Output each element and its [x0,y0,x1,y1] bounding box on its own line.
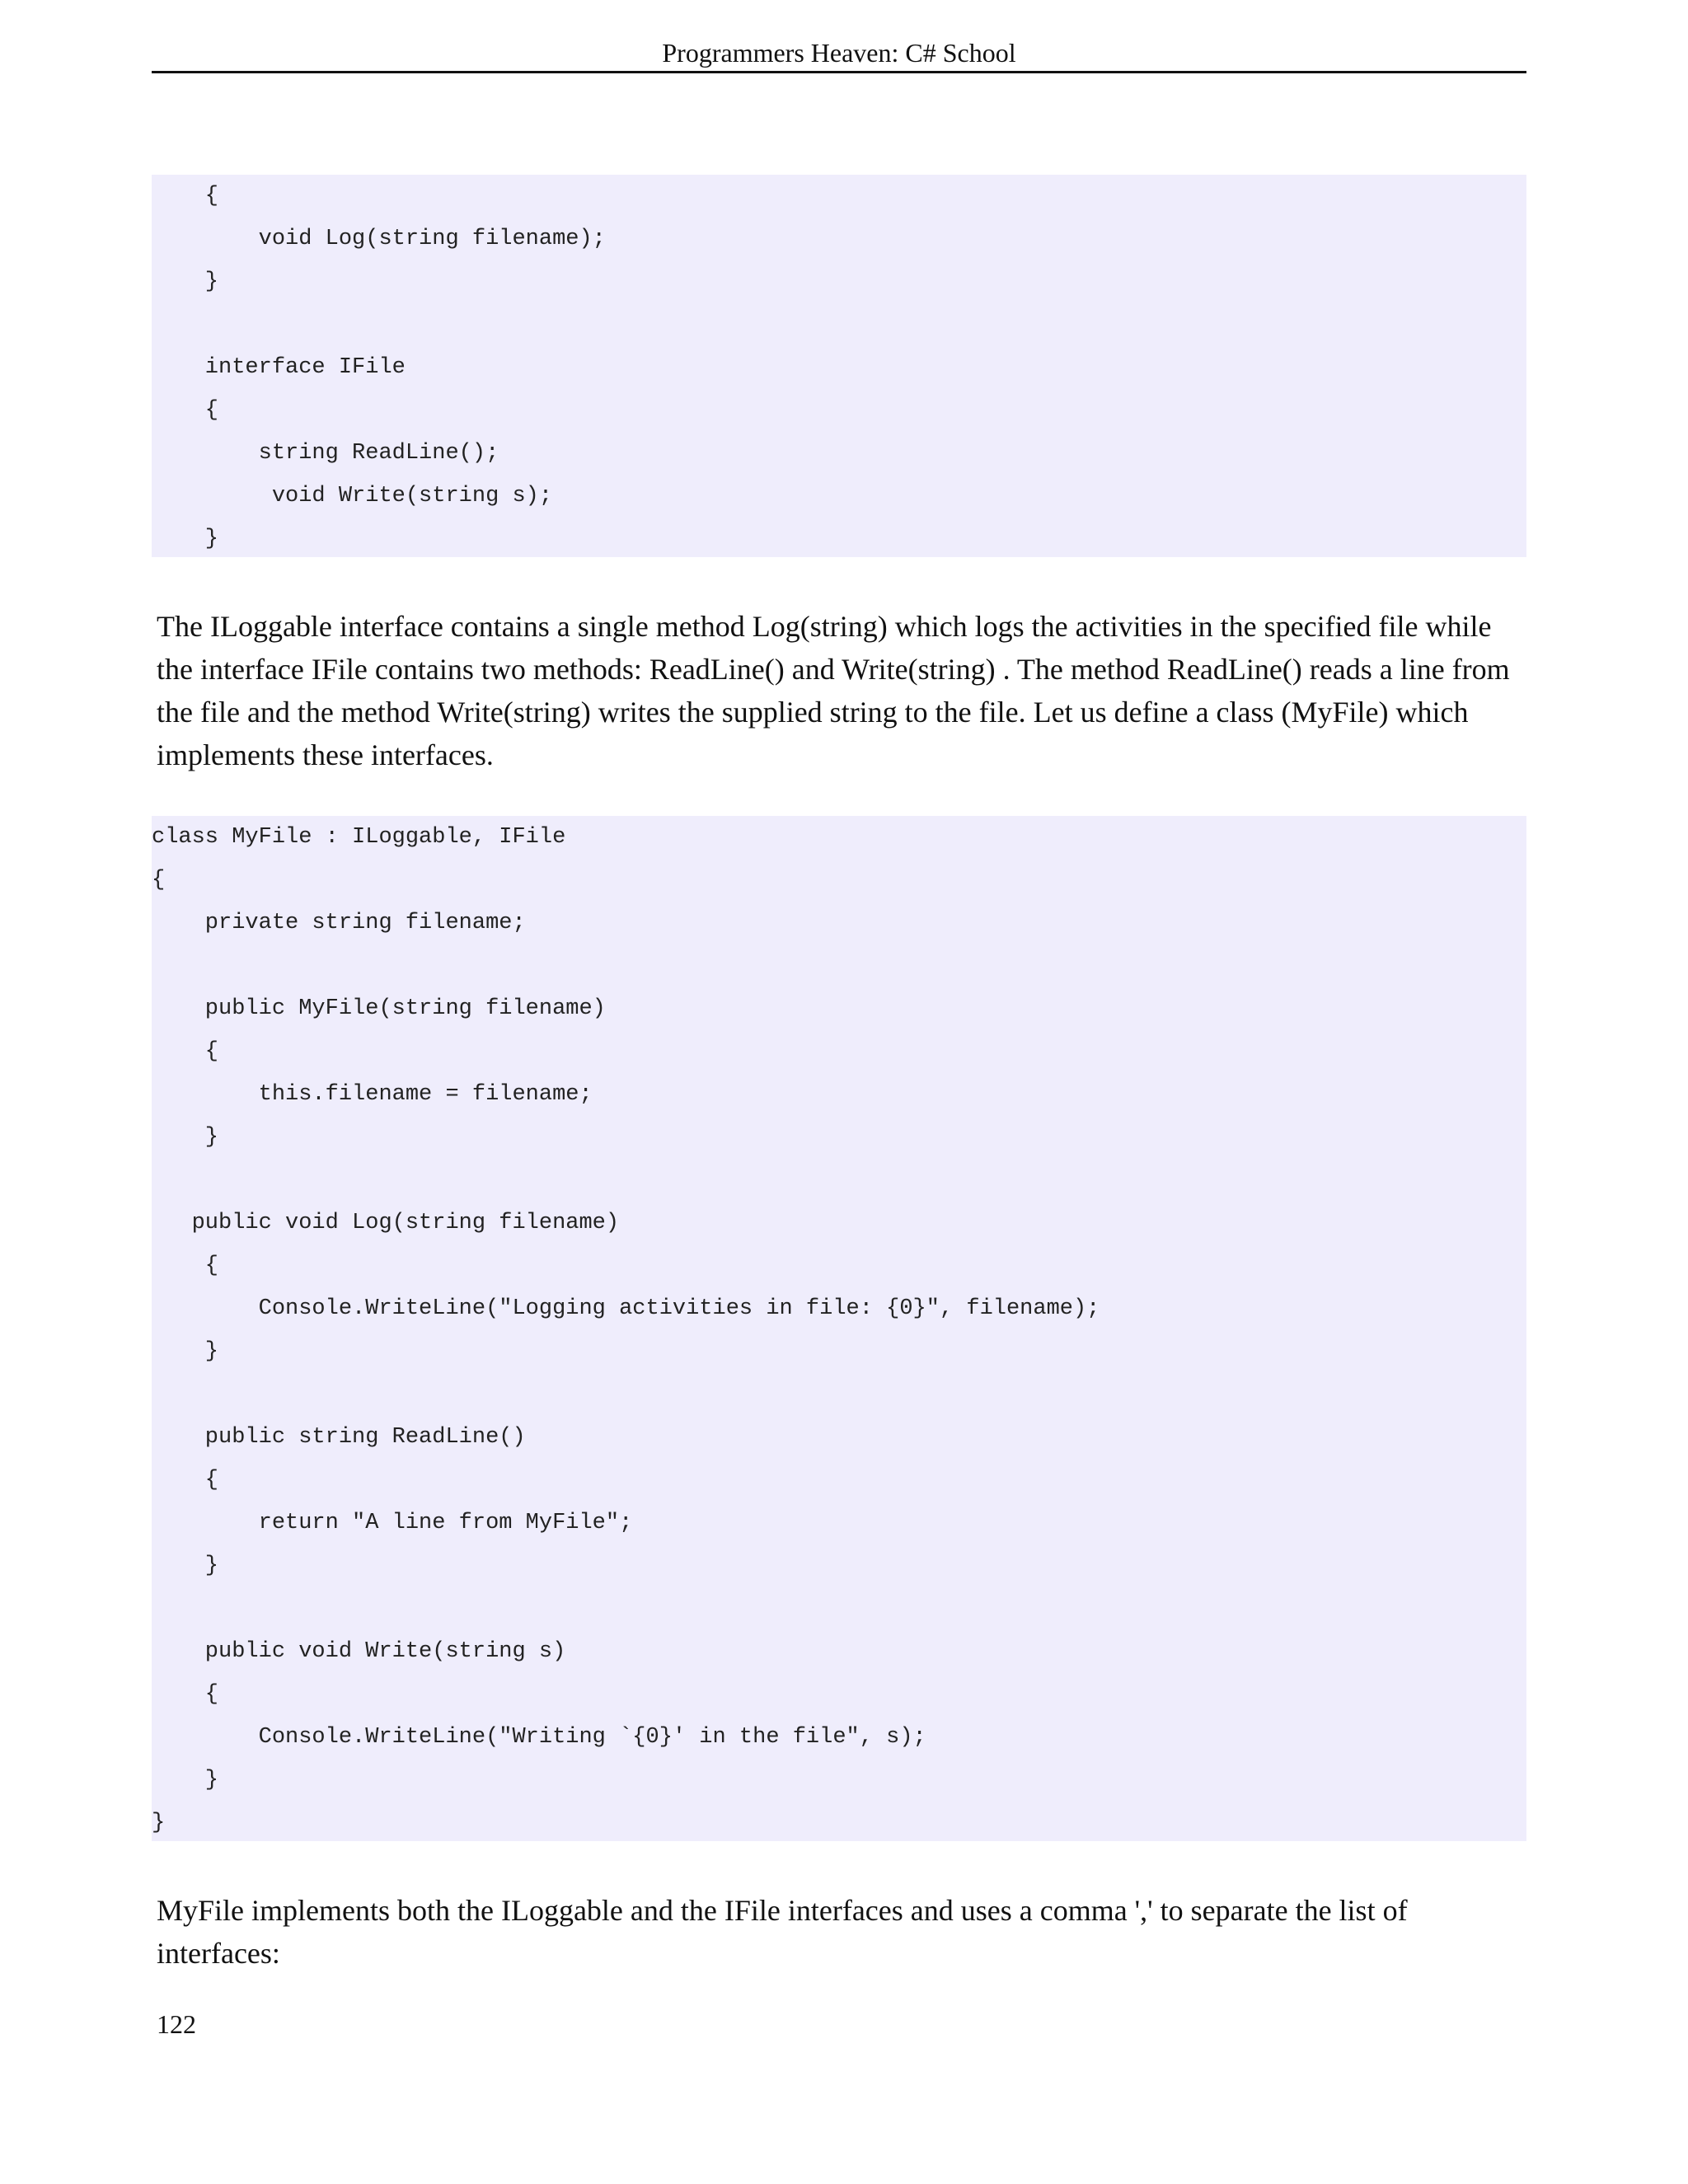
code-line: class MyFile : ILoggable, IFile [152,825,566,850]
code-line: void Log(string filename); [152,227,606,251]
code-line: { [152,184,219,209]
code-line: } [152,527,219,551]
code-block-myfile-class [152,816,1526,1841]
code-line: } [152,1554,219,1578]
code-block-interfaces [152,175,1526,557]
code-line: public string ReadLine() [152,1425,526,1450]
code-line: } [152,1339,219,1364]
code-line: public MyFile(string filename) [152,996,606,1021]
page-header [152,35,1526,73]
code-line: public void Log(string filename) [152,1211,620,1235]
code-line: } [152,1811,166,1835]
code-line: Console.WriteLine("Logging activities in file: {0}", filename); [152,1296,1100,1321]
code-line: { [152,1254,219,1278]
body-paragraph-interfaces: The ILoggable interface contains a single method Log(string) which logs the activities in the specified file while the interface IFile contains two methods: ReadLine() and Write(string) . The method ReadLine() reads a line from the file and the method Write(string) writes the supplied string to the file. Let us define a class (MyFile) which implements these interfaces. [157,610,1510,771]
code-line: private string filename; [152,911,526,935]
code-line: interface IFile [152,355,406,380]
code-line: } [152,1768,219,1793]
code-line: { [152,868,166,893]
page-header-title: Programmers Heaven: C# School [662,38,1016,68]
code-line: { [152,1039,219,1064]
body-paragraph-myfile: MyFile implements both the ILoggable and the IFile interfaces and uses a comma ',' to separate the list of interfaces: [157,1894,1408,1970]
code-line: void Write(string s); [152,484,553,509]
code-line: Console.WriteLine("Writing `{0}' in the file", s); [152,1725,926,1750]
code-line: { [152,1682,219,1707]
code-line: { [152,398,219,423]
code-line: this.filename = filename; [152,1082,593,1107]
code-line: string ReadLine(); [152,441,499,466]
code-line: { [152,1468,219,1493]
code-line: return "A line from MyFile"; [152,1511,633,1535]
page-number: 122 [157,2009,196,2039]
code-line: public void Write(string s) [152,1639,566,1664]
code-line: } [152,269,219,294]
code-line: } [152,1125,219,1150]
